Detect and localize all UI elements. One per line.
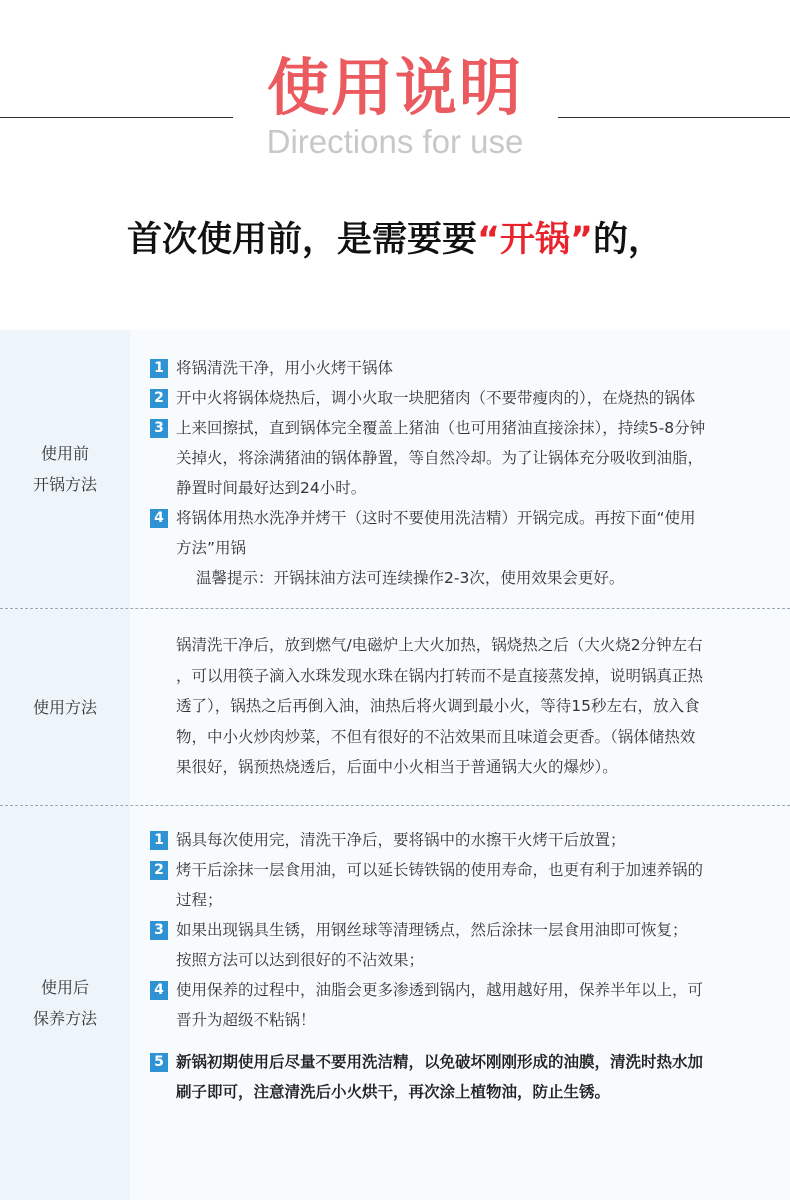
section-label: 使用后 保养方法: [32, 978, 97, 1028]
header: [0, 0, 790, 330]
section-label: 使用方法: [32, 697, 97, 717]
section-usage: [0, 609, 790, 805]
step-text-continued: 刷子即可，注意清洗后小火烘干，再次涂上植物油，防止生锈。: [176, 1083, 611, 1101]
paragraph-line: 透了），锅热之后再倒入油，油热后将火调到最小火，等待15秒左右，放入食: [176, 697, 700, 715]
step-text: 使用保养的过程中，油脂会更多渗透到锅内，越用越好用，保养半年以上，可: [176, 981, 704, 999]
step-text: 上来回擦拭，直到锅体完全覆盖上猪油（也可用猪油直接涂抹），持续5-8分钟: [176, 419, 706, 437]
instructions-content: [0, 330, 790, 1200]
step-number-badge: 1: [150, 831, 168, 850]
step-text-continued: 静置时间最好达到24小时。: [176, 479, 367, 497]
paragraph-line: 果很好，锅预热烧透后，后面中小火相当于普通锅大火的爆炒）。: [176, 758, 618, 776]
step-item: [150, 855, 770, 915]
section-label-cell: [0, 609, 130, 805]
section-before-use: [0, 330, 790, 608]
step-text: 新锅初期使用后尽量不要用洗洁精，以免破坏刚刚形成的油膜，清洗时热水加: [176, 1053, 704, 1071]
step-text: 将锅清洗干净，用小火烤干锅体: [176, 359, 394, 377]
subtitle-highlight: “开锅”: [476, 220, 593, 260]
step-text: 开中火将锅体烧热后，调小火取一块肥猪肉（不要带瘦肉的），在烧热的锅体: [176, 389, 696, 407]
step-item: [150, 915, 770, 975]
subtitle: [0, 218, 790, 262]
section-label: 使用前 开锅方法: [32, 444, 97, 494]
step-item: [150, 383, 770, 413]
page-title: 使用说明: [266, 51, 523, 124]
warm-tip: 温馨提示：开锅抹油方法可连续操作2-3次，使用效果会更好。: [196, 569, 625, 587]
page-title-english: Directions for use: [266, 123, 524, 160]
step-number-badge: 2: [150, 389, 168, 408]
step-number-badge: 4: [150, 981, 168, 1000]
paragraph-line: 物，中小火炒肉炒菜，不但有很好的不沾效果而且味道会更香。（锅体储热效: [176, 727, 696, 746]
step-number-badge: 5: [150, 1053, 168, 1072]
step-text-continued: 晋升为超级不粘锅！: [176, 1011, 316, 1029]
step-number-badge: 3: [150, 419, 168, 438]
step-item: [150, 503, 770, 563]
usage-paragraph: [176, 630, 776, 783]
step-text: 锅具每次使用完，清洗干净后，要将锅中的水擦干火烤干后放置；: [176, 831, 626, 849]
step-text: 如果出现锅具生锈，用钢丝球等清理锈点，然后涂抹一层食用油即可恢复；: [176, 921, 688, 939]
step-number-badge: 1: [150, 359, 168, 378]
step-item: [150, 353, 770, 383]
step-number-badge: 2: [150, 861, 168, 880]
step-text: 将锅体用热水洗净并烤干（这时不要使用洗洁精）开锅完成。再按下面“使用: [176, 509, 696, 527]
step-item: [150, 1047, 770, 1107]
paragraph-line: ，可以用筷子滴入水珠发现水珠在锅内打转而不是直接蒸发掉，说明锅真正热: [176, 666, 704, 685]
subtitle-text-end: 的，: [593, 220, 664, 260]
section-label-cell: [0, 330, 130, 608]
step-text-continued: 方法”用锅: [176, 539, 247, 557]
step-text-continued: 关掉火，将涂满猪油的锅体静置，等自然冷却。为了让锅体充分吸收到油脂，: [176, 449, 704, 467]
step-number-badge: 4: [150, 509, 168, 528]
step-text-continued: 过程；: [176, 891, 223, 909]
section-label-cell: [0, 806, 130, 1200]
step-number-badge: 3: [150, 921, 168, 940]
step-item: [150, 825, 770, 855]
paragraph-line: 锅清洗干净后，放到燃气/电磁炉上大火加热，锅烧热之后（大火烧2分钟左右: [176, 636, 703, 654]
step-item: [150, 413, 770, 503]
section-maintenance: [0, 806, 790, 1200]
step-text-continued: 按照方法可以达到很好的不沾效果；: [176, 951, 425, 969]
subtitle-text: 首次使用前，是需要要: [126, 220, 477, 260]
step-item: [150, 975, 770, 1035]
step-text: 烤干后涂抹一层食用油，可以延长铸铁锅的使用寿命，也更有利于加速养锅的: [176, 861, 704, 879]
